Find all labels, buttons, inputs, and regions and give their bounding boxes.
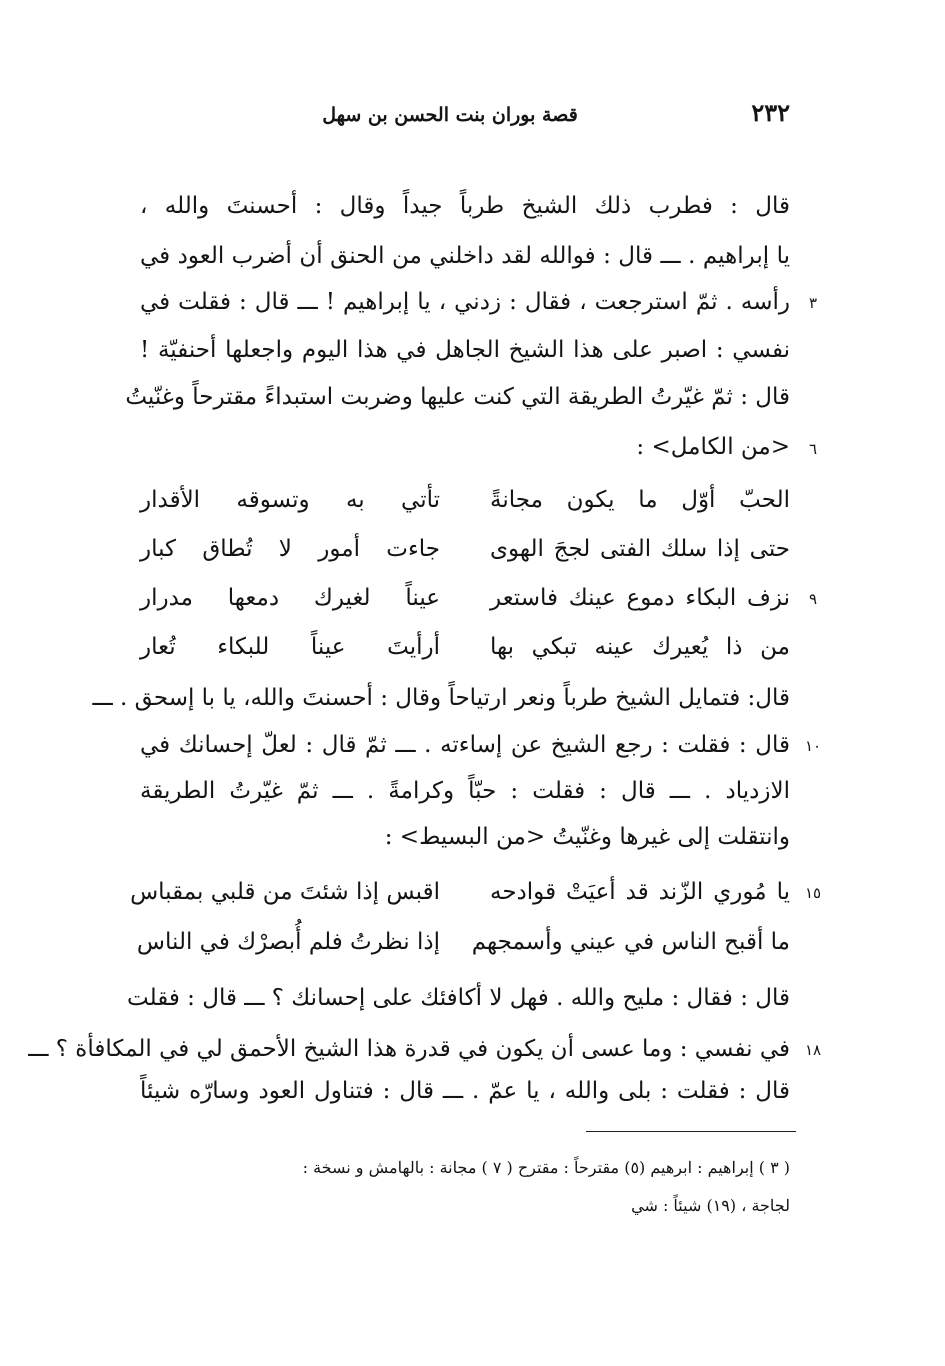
- verse-row: [140, 534, 790, 564]
- running-header-title: قصة بوران بنت الحسن بن سهل: [322, 104, 578, 126]
- verse-first-hemistich: نزف البكاء دموع عينك فاستعر: [490, 585, 790, 611]
- prose-line: قال : ثمّ غيّرتُ الطريقة التي كنت عليها وضربت استبداءً مقترحاً وغنّيتُ: [125, 384, 790, 410]
- line-number: ٦: [808, 440, 818, 458]
- line-number: ١٨: [804, 1041, 822, 1059]
- prose-line: رأسه . ثمّ استرجعت ، فقال : زدني ، يا إبراهيم ! ـــ قال : فقلت في: [140, 289, 790, 315]
- verse-second-hemistich: اقبس إذا شئتَ من قلبي بمقباس: [130, 879, 440, 905]
- verse-first-hemistich: من ذا يُعيرك عينه تبكي بها: [490, 634, 790, 660]
- line-number: ١٥: [804, 884, 822, 902]
- verse-row: [140, 583, 790, 613]
- verse-first-hemistich: ما أقبح الناس في عيني وأسمجهم: [471, 929, 790, 955]
- prose-line: قال: فتمايل الشيخ طرباً ونعر ارتياحاً وقال : أحسنتَ والله، يا با إسحق . ـــ: [92, 685, 790, 711]
- verse-second-hemistich: تأتي به وتسوقه الأقدار: [140, 487, 440, 513]
- prose-line: نفسي : اصبر على هذا الشيخ الجاهل في هذا اليوم واجعلها أحنفيّة !: [140, 337, 790, 363]
- prose-line: يا إبراهيم . ـــ قال : فوالله لقد داخلني من الحنق أن أضرب العود في: [140, 243, 790, 269]
- verse-row: [136, 927, 790, 957]
- prose-line: <من الكامل> :: [636, 434, 790, 460]
- verse-row: [140, 485, 790, 515]
- verse-row: [140, 632, 790, 662]
- page-number: ٢٣٢: [751, 98, 790, 127]
- line-number: ٩: [808, 590, 818, 608]
- verse-first-hemistich: حتى إذا سلك الفتى لججَ الهوى: [490, 536, 790, 562]
- prose-line: الازدياد . ـــ قال : فقلت : حبّاً وكرامةً . ـــ ثمّ غيّرتُ الطريقة: [140, 778, 790, 804]
- verse-first-hemistich: يا مُوري الزّند قد أعيَتْ قوادحه: [490, 879, 790, 905]
- footnote-line: لجاجة ، (١٩) شيئاً : شي: [631, 1196, 790, 1215]
- prose-line: قال : فطرب ذلك الشيخ طرباً جيداً وقال : أحسنتَ والله ،: [140, 193, 790, 219]
- verse-first-hemistich: الحبّ أوّل ما يكون مجانةً: [490, 487, 790, 513]
- verse-second-hemistich: إذا نظرتُ فلم أُبصرْك في الناس: [136, 929, 440, 955]
- prose-line: قال : فقلت : رجع الشيخ عن إساءته . ـــ ثمّ قال : لعلّ إحسانك في: [140, 732, 790, 758]
- verse-row: [130, 877, 790, 907]
- verse-second-hemistich: جاءت أمور لا تُطاق كبار: [140, 536, 440, 562]
- line-number: ٣: [808, 294, 818, 312]
- verse-second-hemistich: أرأيتَ عيناً للبكاء تُعار: [140, 634, 440, 660]
- footnote-line: ( ٣ ) إبراهيم : ابرهيم (٥) مقترحاً : مقترح ( ٧ ) مجانة : بالهامش و نسخة :: [302, 1158, 790, 1177]
- verse-second-hemistich: عيناً لغيرك دمعها مدرار: [140, 585, 440, 611]
- prose-line: قال : فقال : مليح والله . فهل لا أكافئك على إحسانك ؟ ـــ قال : فقلت: [127, 985, 790, 1011]
- prose-line: في نفسي : وما عسى أن يكون في قدرة هذا الشيخ الأحمق لي في المكافأة ؟ ـــ: [28, 1036, 790, 1062]
- prose-line: قال : فقلت : بلى والله ، يا عمّ . ـــ قال : فتناول العود وسارّه شيئاً: [140, 1078, 790, 1104]
- footnote-separator: [586, 1131, 796, 1132]
- prose-line: وانتقلت إلى غيرها وغنّيتُ <من البسيط> :: [384, 824, 790, 850]
- line-number: ١٠: [804, 737, 822, 755]
